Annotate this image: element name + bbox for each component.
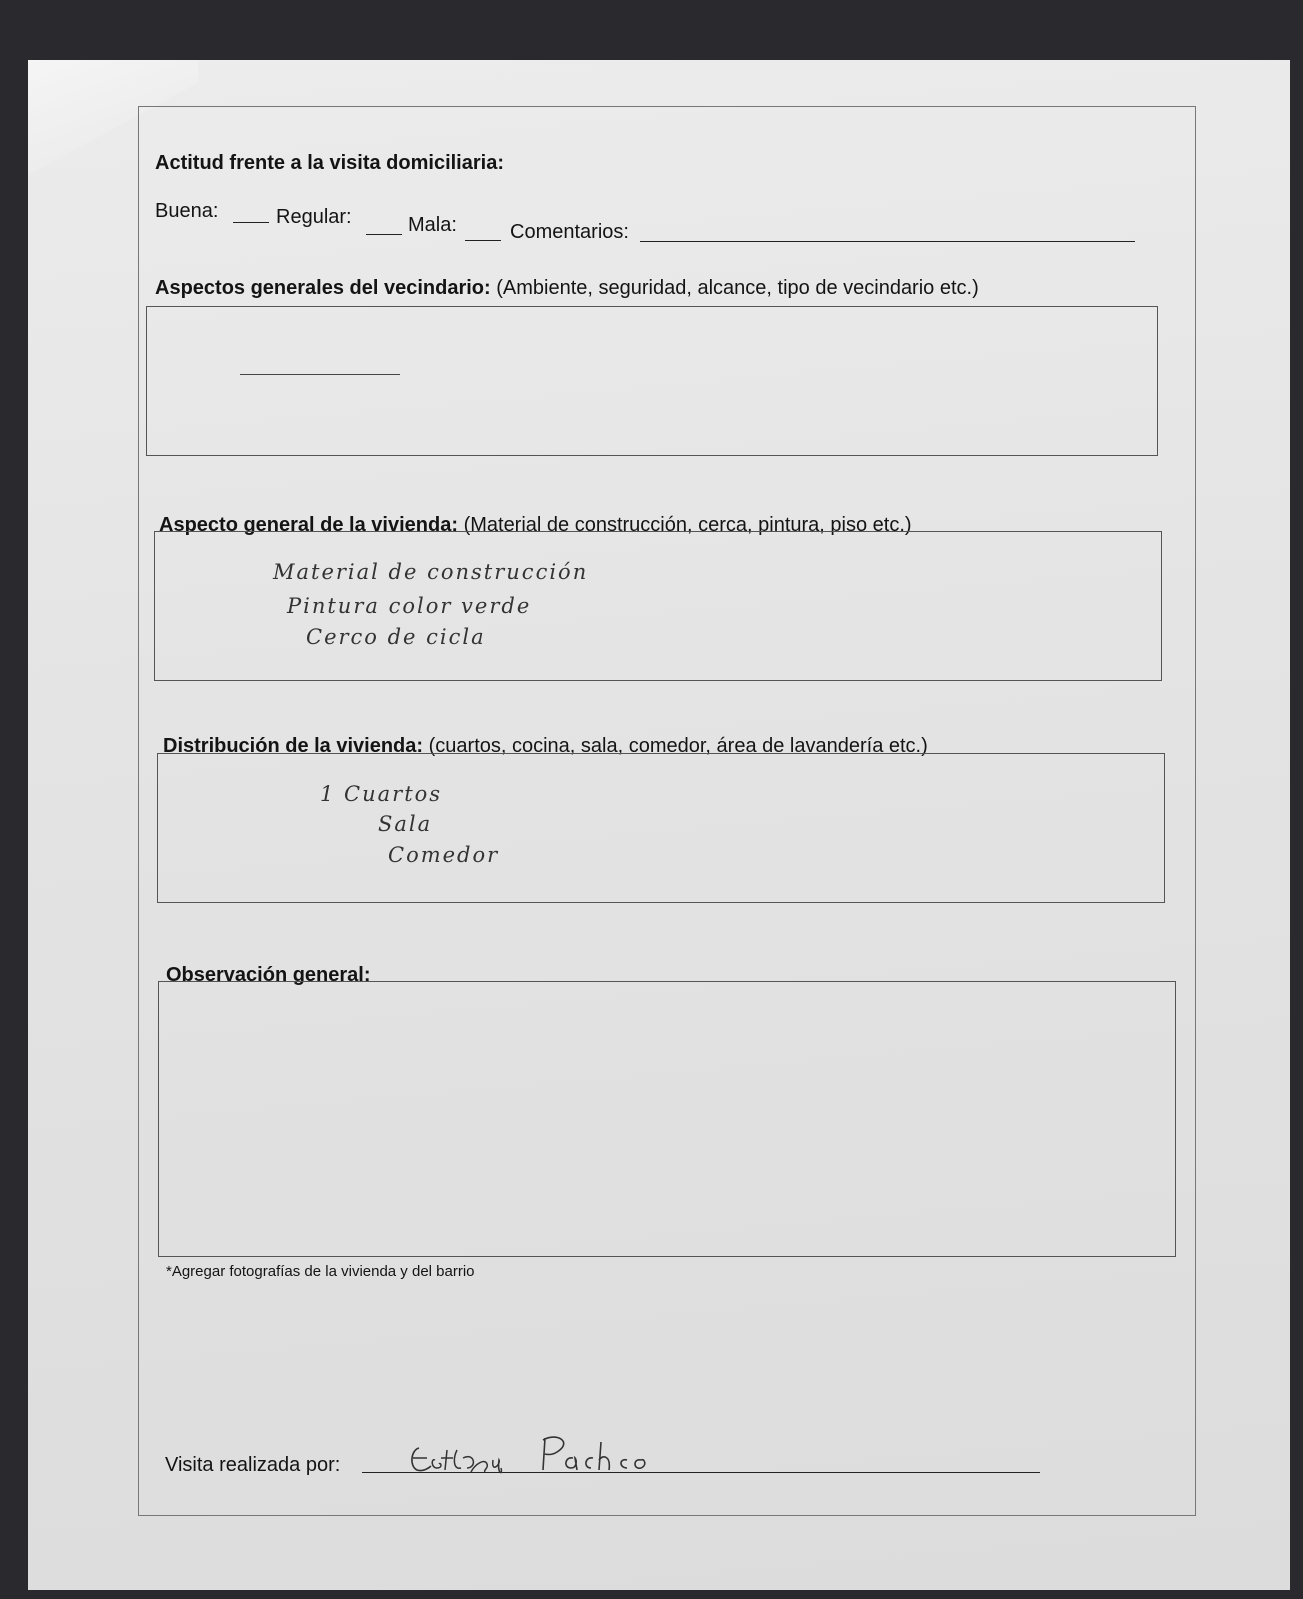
buena-label: Buena: xyxy=(155,200,219,222)
vivienda-subtitle: (Material de construcción, cerca, pintura, piso etc.) xyxy=(463,514,912,536)
fotografias-note: *Agregar fotografías de la vivienda y del barrio xyxy=(166,1263,475,1280)
distribucion-title: Distribución de la vivienda: xyxy=(163,735,424,757)
actitud-title: Actitud frente a la visita domiciliaria: xyxy=(155,152,504,174)
observacion-title: Observación general: xyxy=(166,964,371,986)
regular-blank[interactable] xyxy=(366,234,402,235)
observacion-box[interactable] xyxy=(158,981,1176,1257)
vivienda-hw-line-3: Cerco de cicla xyxy=(306,625,486,649)
visita-label: Visita realizada por: xyxy=(165,1454,341,1476)
mala-label: Mala: xyxy=(408,214,457,236)
vecindario-box[interactable] xyxy=(146,306,1158,456)
regular-label: Regular: xyxy=(276,206,352,228)
mala-blank[interactable] xyxy=(465,240,501,241)
vivienda-hw-line-1: Material de construcción xyxy=(273,560,589,584)
vecindario-heading xyxy=(155,277,979,300)
distribucion-box[interactable] xyxy=(157,753,1165,903)
buena-blank[interactable] xyxy=(233,222,269,223)
comentarios-blank[interactable] xyxy=(640,241,1135,242)
distribucion-hw-line-1: 1 Cuartos xyxy=(320,782,443,806)
vecindario-subtitle: (Ambiente, seguridad, alcance, tipo de vecindario etc.) xyxy=(496,277,979,299)
distribucion-hw-line-2: Sala xyxy=(378,812,433,836)
vivienda-hw-line-2: Pintura color verde xyxy=(287,594,532,618)
signature-image xyxy=(405,1428,685,1478)
vecindario-title: Aspectos generales del vecindario: xyxy=(155,277,491,299)
vecindario-handwritten-line xyxy=(240,374,400,375)
vivienda-title: Aspecto general de la vivienda: xyxy=(159,514,458,536)
distribucion-hw-line-3: Comedor xyxy=(388,843,500,867)
distribucion-subtitle: (cuartos, cocina, sala, comedor, área de lavandería etc.) xyxy=(428,735,928,757)
comentarios-label: Comentarios: xyxy=(510,221,629,243)
